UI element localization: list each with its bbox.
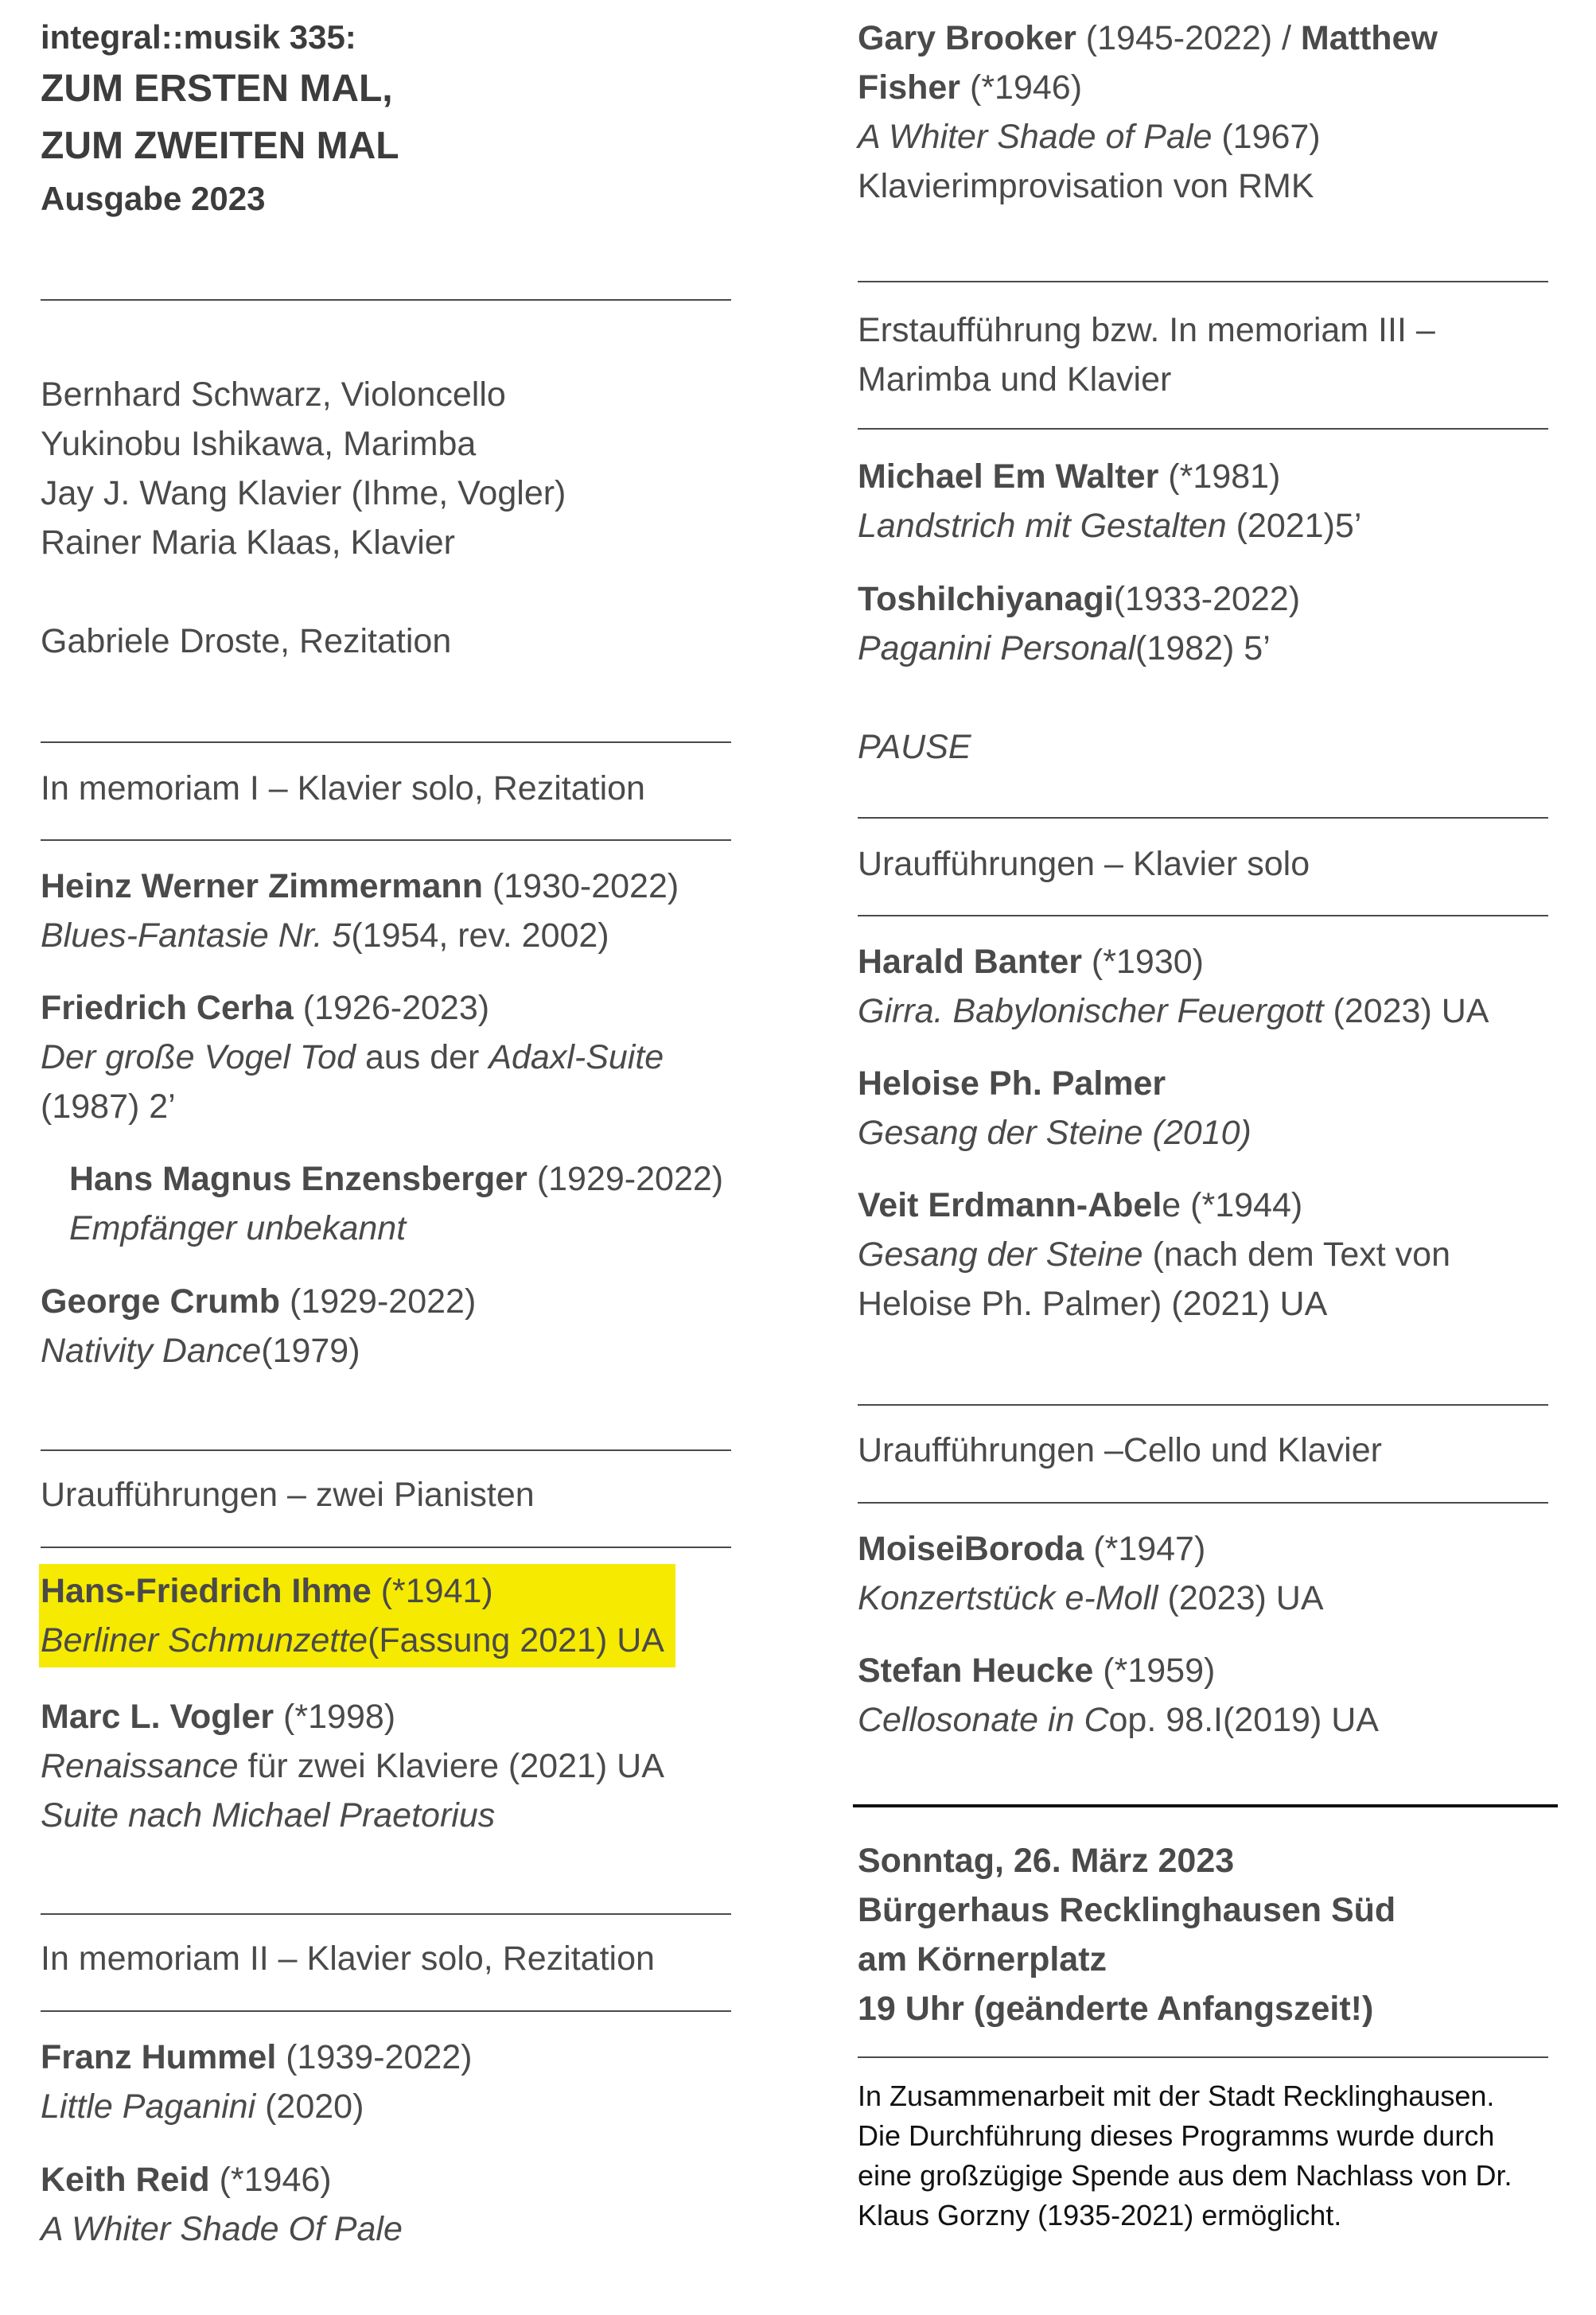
work-title: Berliner Schmunzette	[41, 1621, 368, 1659]
divider	[41, 839, 731, 841]
work-title: Adaxl-Suite	[489, 1038, 664, 1076]
program-title-line1: ZUM ERSTEN MAL,	[41, 68, 393, 110]
work-entry	[858, 452, 1574, 551]
work-info: (1954, rev. 2002)	[351, 916, 609, 955]
edition-label: Ausgabe 2023	[41, 180, 266, 217]
divider	[858, 915, 1548, 916]
work-title: Konzertstück e-Moll	[858, 1579, 1158, 1617]
composer-name: Stefan Heucke	[858, 1652, 1094, 1690]
work-info: (2023) UA	[1323, 992, 1489, 1030]
composer-dates: (*1947)	[1084, 1530, 1206, 1568]
work-title: Blues-Fantasie Nr. 5	[41, 916, 352, 955]
work-title: A Whiter Shade Of Pale	[41, 2210, 403, 2248]
composer-name: Heinz Werner Zimmermann	[41, 867, 483, 905]
divider-thick	[853, 1804, 1558, 1807]
section-heading	[858, 1426, 1574, 1475]
composer-dates: (*1981)	[1158, 457, 1281, 496]
pause-label: PAUSE	[858, 728, 971, 766]
work-title: Little Paganini	[41, 2087, 256, 2126]
sponsor-note	[858, 2076, 1574, 2235]
composer-dates: (1945-2022) /	[1076, 19, 1301, 57]
composer-name: Hans-Friedrich Ihme	[41, 1572, 372, 1610]
sponsor-line: Die Durchführung dieses Programms wurde durch	[858, 2119, 1495, 2152]
work-info: op. 98.I(2019) UA	[1108, 1701, 1379, 1739]
composer-name: Franz Hummel	[41, 2038, 277, 2076]
work-title: Empfänger unbekannt	[69, 1209, 407, 1247]
divider	[858, 428, 1548, 430]
composer-name: Hans Magnus Enzensberger	[69, 1160, 527, 1198]
sponsor-line: Klaus Gorzny (1935-2021) ermöglicht.	[858, 2199, 1342, 2231]
event-date: Sonntag, 26. März 2023	[858, 1842, 1235, 1880]
section-heading	[858, 839, 1574, 889]
work-entry	[858, 1059, 1574, 1158]
event-venue: Bürgerhaus Recklinghausen Süd	[858, 1891, 1396, 1929]
work-info: (1987) 2’	[41, 1087, 176, 1126]
recitation-text: Gabriele Droste, Rezitation	[41, 622, 452, 660]
divider	[41, 1913, 731, 1915]
work-title: A Whiter Shade of Pale	[858, 118, 1213, 156]
work-title: Gesang der Steine	[858, 1235, 1143, 1274]
work-title: Der große Vogel Tod	[41, 1038, 356, 1076]
composer-name: Gary Brooker	[858, 19, 1076, 57]
composer-name: Marc L. Vogler	[41, 1698, 274, 1736]
work-entry	[858, 1524, 1574, 1623]
work-entry	[858, 1181, 1574, 1329]
series-label: integral::musik 335:	[41, 18, 356, 56]
composer-dates: (*1998)	[274, 1698, 396, 1736]
composer-name: Fisher	[858, 68, 961, 107]
performer: Jay J. Wang Klavier (Ihme, Vogler)	[41, 474, 566, 512]
sponsor-line: In Zusammenarbeit mit der Stadt Recklinghausen.	[858, 2080, 1495, 2112]
work-entry	[858, 1646, 1574, 1745]
work-info: (1967)	[1212, 118, 1321, 156]
event-time: 19 Uhr (geänderte Anfangszeit!)	[858, 1990, 1374, 2028]
performers-list	[41, 370, 741, 567]
work-info: (2023) UA	[1158, 1579, 1324, 1617]
composer-name: Veit Erdmann-Abel	[858, 1186, 1162, 1224]
composer-dates: (1933-2022)	[1113, 580, 1301, 618]
composer-dates: (1929-2022)	[527, 1160, 724, 1198]
work-entry	[41, 1277, 741, 1375]
program-title-line2: ZUM ZWEITEN MAL	[41, 125, 399, 167]
event-details	[858, 1836, 1574, 2033]
work-info: (nach dem Text von	[1143, 1235, 1450, 1274]
divider	[41, 2010, 731, 2012]
work-entry	[41, 2155, 741, 2254]
composer-dates: (*1946)	[209, 2161, 332, 2199]
work-info: für zwei Klaviere (2021) UA	[238, 1747, 664, 1785]
composer-dates: (*1946)	[960, 68, 1083, 107]
pause-marker	[858, 722, 1574, 772]
work-info: (Fassung 2021) UA	[368, 1621, 664, 1659]
work-title: Renaissance	[41, 1747, 239, 1785]
composer-name: MoiseiBoroda	[858, 1530, 1084, 1568]
divider	[41, 1547, 731, 1548]
composer-dates: (1930-2022)	[482, 867, 679, 905]
section-memoriam-2: In memoriam II – Klavier solo, Rezitation	[41, 1940, 655, 1978]
composer-name: Harald Banter	[858, 943, 1082, 981]
composer-dates: (*1944)	[1181, 1186, 1303, 1224]
composer-name: Friedrich Cerha	[41, 989, 294, 1027]
composer-name: Michael Em Walter	[858, 457, 1159, 496]
work-entry	[41, 862, 741, 960]
section-zwei-pianisten: Uraufführungen – zwei Pianisten	[41, 1476, 535, 1514]
section-memoriam-3: Erstaufführung bzw. In memoriam III –	[858, 311, 1435, 349]
composer-dates: (*1930)	[1081, 943, 1204, 981]
composer-dates: (1926-2023)	[293, 989, 490, 1027]
divider	[858, 2056, 1548, 2058]
divider	[858, 1502, 1548, 1504]
work-info: (2021)5’	[1226, 507, 1362, 545]
recitation-credit	[41, 617, 741, 666]
work-title: Nativity Dance	[41, 1332, 262, 1370]
divider	[858, 817, 1548, 819]
work-title: Gesang der Steine (2010)	[858, 1114, 1251, 1152]
work-entry-highlighted	[41, 1564, 741, 1667]
composer-name: Keith Reid	[41, 2161, 210, 2199]
work-entry	[858, 574, 1574, 673]
section-cello-klavier: Uraufführungen –Cello und Klavier	[858, 1431, 1382, 1469]
section-heading	[41, 1934, 741, 1983]
work-info: (1979)	[261, 1332, 360, 1370]
work-entry	[858, 937, 1574, 1036]
composer-name: Matthew	[1300, 19, 1438, 57]
divider	[858, 1404, 1548, 1406]
composer-name: George Crumb	[41, 1282, 281, 1321]
work-title: Landstrich mit Gestalten	[858, 507, 1227, 545]
performer: Rainer Maria Klaas, Klavier	[41, 523, 455, 562]
divider	[41, 741, 731, 743]
work-note: Klavierimprovisation von RMK	[858, 167, 1314, 205]
event-place: am Körnerplatz	[858, 1940, 1107, 1978]
composer-dates: (*1941)	[371, 1572, 493, 1610]
work-info: Heloise Ph. Palmer) (2021) UA	[858, 1285, 1328, 1323]
section-memoriam-1: In memoriam I – Klavier solo, Rezitation	[41, 769, 645, 807]
work-entry	[41, 1154, 741, 1253]
work-info: (2020)	[255, 2087, 364, 2126]
section-klavier-solo: Uraufführungen – Klavier solo	[858, 845, 1310, 883]
section-heading	[41, 1470, 741, 1519]
highlight-marker	[39, 1564, 675, 1667]
performer: Bernhard Schwarz, Violoncello	[41, 375, 506, 414]
work-title: Paganini Personal	[858, 629, 1136, 667]
composer-name-tail: e	[1162, 1186, 1181, 1224]
composer-dates: (1939-2022)	[276, 2038, 473, 2076]
work-info: aus der	[356, 1038, 489, 1076]
divider	[858, 281, 1548, 282]
work-subtitle: Suite nach Michael Praetorius	[41, 1796, 496, 1834]
work-title: Cellosonate in C	[858, 1701, 1109, 1739]
program-header	[41, 16, 741, 223]
composer-name: ToshiIchiyanagi	[858, 580, 1114, 618]
divider	[41, 1449, 731, 1451]
work-entry	[41, 983, 741, 1131]
work-title: Girra. Babylonischer Feuergott	[858, 992, 1324, 1030]
sponsor-line: eine großzügige Spende aus dem Nachlass von Dr.	[858, 2159, 1512, 2192]
work-info: (1982) 5’	[1135, 629, 1271, 667]
composer-name: Heloise Ph. Palmer	[858, 1064, 1166, 1103]
work-entry	[41, 1692, 741, 1840]
section-heading	[858, 305, 1574, 404]
section-heading	[41, 764, 741, 813]
work-entry	[41, 2033, 741, 2131]
composer-dates: (1929-2022)	[280, 1282, 477, 1321]
performer: Yukinobu Ishikawa, Marimba	[41, 425, 477, 463]
divider	[41, 299, 731, 301]
section-memoriam-3-sub: Marimba und Klavier	[858, 360, 1172, 399]
composer-dates: (*1959)	[1093, 1652, 1216, 1690]
work-entry	[858, 14, 1574, 211]
